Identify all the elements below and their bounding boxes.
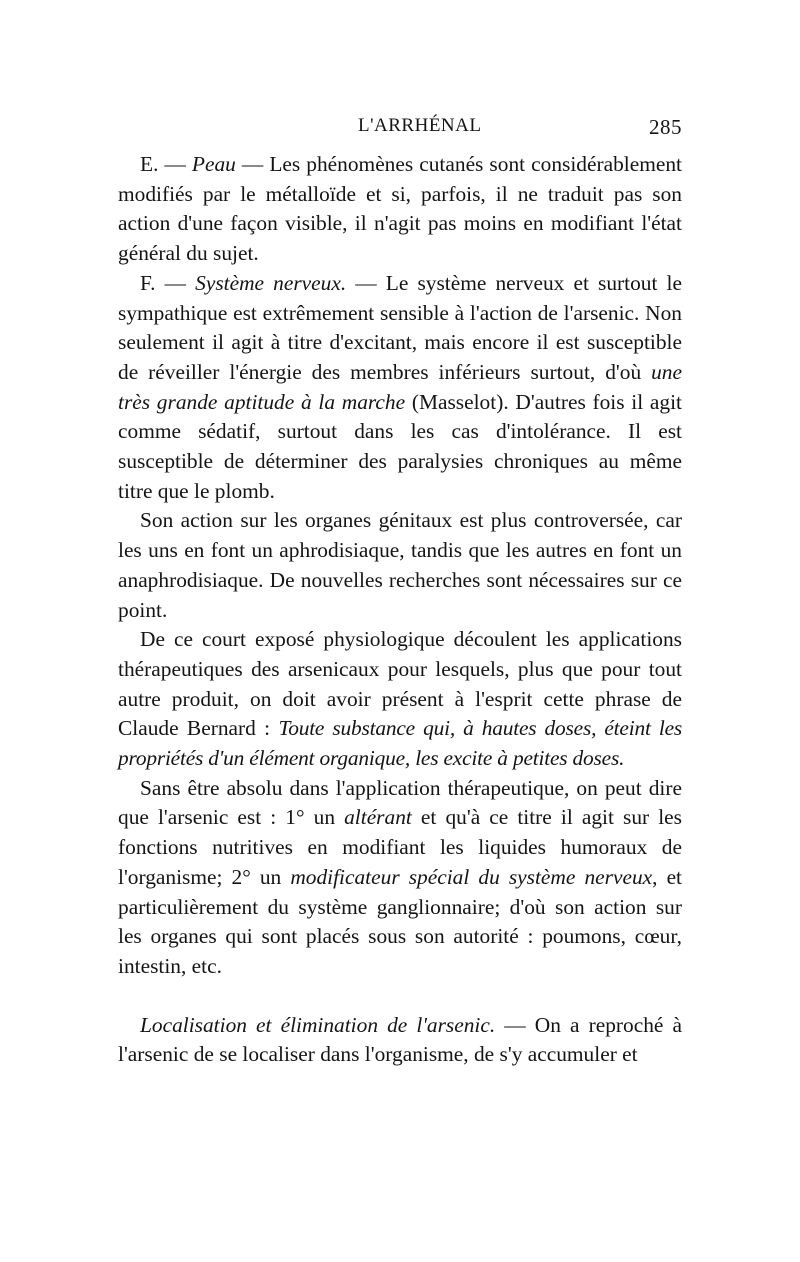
subsection-heading: Localisation et élimination de l'arsenic. <box>140 1012 496 1037</box>
paragraph-text: — Le système nerveux et surtout le sympathique est extrêmement sensible à l'action de l'arsenic. Non seulement il agit à titre d'excitant, mais encore il est susceptible de réveiller l'énergie des membres inférieurs surtout, d'où <box>118 270 682 384</box>
italic-phrase: une très grande aptitude à la marche <box>118 359 682 414</box>
italic-term: modificateur spécial du système nerveux <box>290 864 653 889</box>
page-number: 285 <box>649 115 682 139</box>
paragraph-text: De ce court exposé physiologique découlent les applications thérapeutiques des arsenicaux pour lesquels, plus que pour tout autre produit, on doit avoir présent à l'esprit cette phrase de Claude Bernard : <box>118 627 682 741</box>
paragraph-genital-organs <box>118 506 682 625</box>
paragraph-text: Son action sur les organes génitaux est plus controversée, car les uns en font un aphrodisiaque, tandis que les autres en font un anaphrodisiaque. De nouvelles recherches sont nécessaires sur ce point. <box>118 508 682 622</box>
italic-term: altérant <box>344 805 412 830</box>
running-title: L'ARRHÉNAL <box>358 115 482 136</box>
paragraph-localisation <box>118 1011 682 1070</box>
page-header <box>118 115 682 145</box>
paragraph-text: — On a reproché à l'arsenic de se localiser dans l'organisme, de s'y accumuler et <box>118 1012 682 1067</box>
section-heading: Peau <box>191 152 236 176</box>
section-letter: E. — <box>140 152 192 176</box>
paragraph-nervous-system <box>118 269 682 507</box>
quotation-claude-bernard: Toute substance qui, à hautes doses, éteint les propriétés d'un élément organique, les excite à petites doses. <box>118 716 682 771</box>
section-letter: F. — <box>140 270 196 295</box>
section-heading: Système nerveux. <box>195 270 347 295</box>
paragraph-therapeutic-applications <box>118 625 682 774</box>
paragraph-text: Sans être absolu dans l'application thérapeutique, on peut dire que l'arsenic est : 1° un <box>118 775 682 830</box>
paragraph-text: (Masselot). D'autres fois il agit comme sédatif, surtout dans les cas d'intolérance. Il est susceptible de déterminer des paralysies chroniques au même titre que le plomb. <box>118 389 682 503</box>
paragraph-text: — Les phénomènes cutanés sont considérablement modifiés par le métalloïde et si, parfois, il ne traduit pas son action d'une façon visible, il n'agit pas moins en modifiant l'état général du sujet. <box>118 152 682 266</box>
paragraph-text: , et particulièrement du système ganglionnaire; d'où son action sur les organes qui sont placés sous son autorité : poumons, cœur, intestin, etc. <box>118 864 682 978</box>
paragraph-arsenic-roles <box>118 774 682 982</box>
paragraph-text: et qu'à ce titre il agit sur les fonctions nutritives en modifiant les liquides humoraux de l'organisme; 2° un <box>118 805 682 889</box>
body-text <box>118 150 682 1070</box>
paragraph-skin <box>118 150 682 269</box>
